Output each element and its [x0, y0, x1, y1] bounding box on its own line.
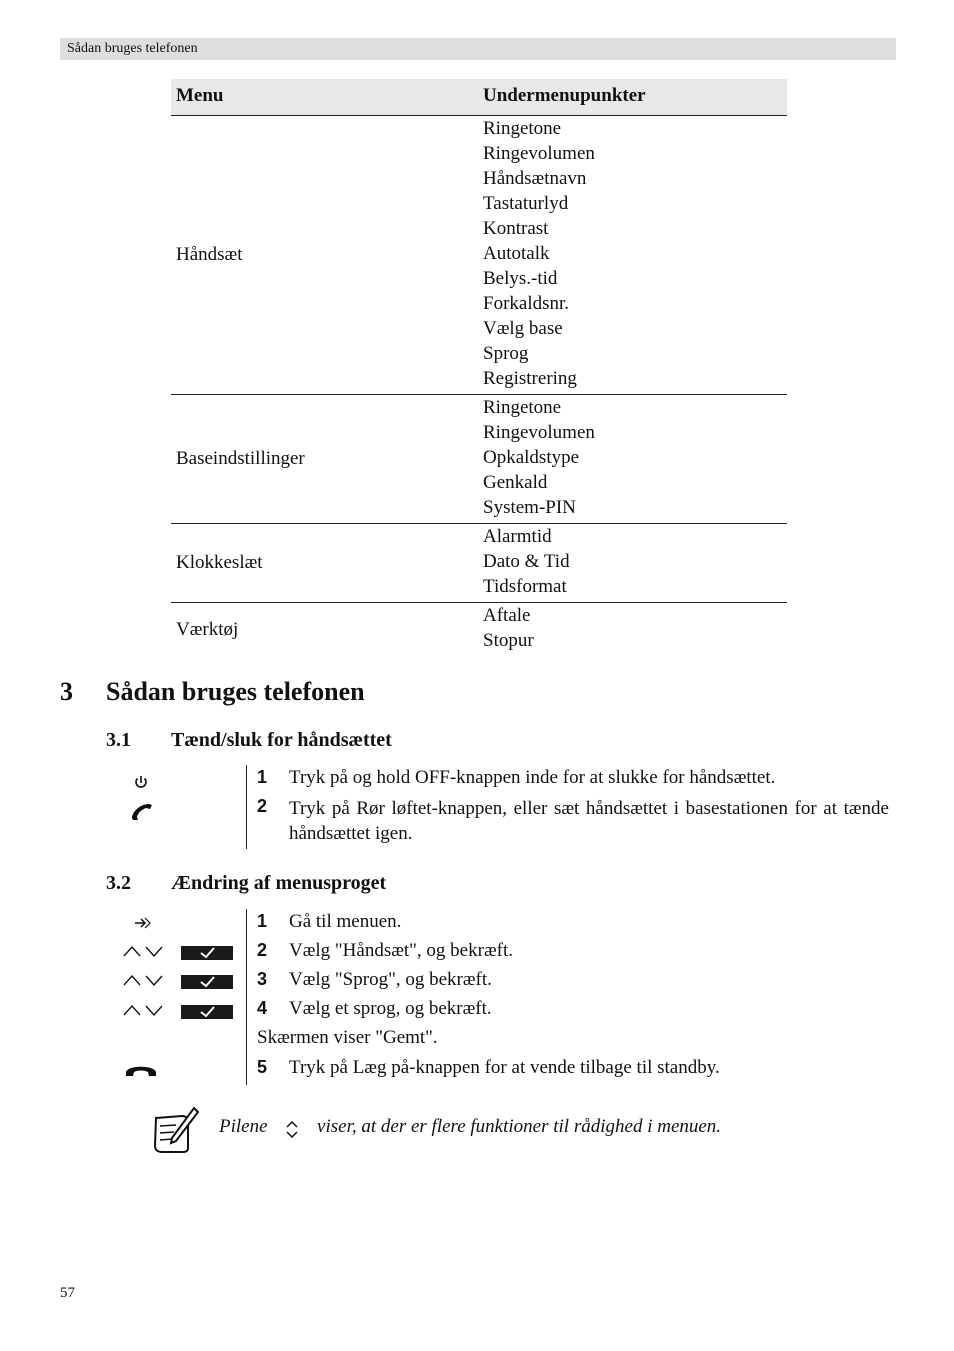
- note-text-before: Pilene: [219, 1116, 268, 1137]
- up-down-arrows-icon: [122, 943, 164, 959]
- check-softkey-icon: [181, 1005, 233, 1019]
- subsection-title: Ændring af menusproget: [171, 872, 387, 894]
- menu-enter-icon: [133, 914, 153, 932]
- submenu-item: Dato & Tid: [483, 551, 570, 572]
- submenu-item: System-PIN: [483, 497, 576, 518]
- submenu-cell: [483, 116, 787, 394]
- note-text: [219, 1116, 721, 1138]
- up-down-arrows-icon: [122, 1002, 164, 1018]
- subsection-heading: [106, 872, 386, 895]
- step-text: Gå til menuen.: [289, 911, 402, 932]
- step-text: Tryk på og hold OFF-knappen inde for at slukke for håndsættet.: [289, 767, 776, 788]
- col-header-menu: Menu: [176, 85, 224, 106]
- check-softkey-icon: [181, 946, 233, 960]
- status-text: Skærmen viser "Gemt".: [257, 1027, 438, 1048]
- submenu-item: Forkaldsnr.: [483, 293, 570, 314]
- power-icon: [133, 773, 149, 791]
- submenu-item: Tastaturlyd: [483, 193, 569, 214]
- step-number: 5: [257, 1057, 268, 1077]
- running-header: [60, 38, 896, 60]
- table-row: [171, 395, 787, 524]
- submenu-item: Tidsformat: [483, 576, 567, 597]
- table-row: [171, 116, 787, 395]
- submenu-item: Ringetone: [483, 118, 562, 139]
- menu-table: [171, 79, 787, 656]
- step-text: Tryk på Læg på-knappen for at vende tilbage til standby.: [289, 1057, 720, 1078]
- up-down-arrows-icon: [122, 972, 164, 988]
- steps-3-1: [246, 765, 889, 849]
- col-header-submenu: Undermenupunkter: [483, 85, 646, 106]
- step-text: Vælg "Håndsæt", og bekræft.: [289, 940, 513, 961]
- submenu-cell: [483, 603, 787, 656]
- step-number: 2: [257, 796, 268, 816]
- phone-pickup-icon: [129, 801, 155, 821]
- submenu-item: Vælg base: [483, 318, 563, 339]
- submenu-item: Registrering: [483, 368, 577, 389]
- subsection-number: 3.1: [106, 729, 131, 751]
- submenu-item: Autotalk: [483, 243, 550, 264]
- submenu-item: Alarmtid: [483, 526, 552, 547]
- check-softkey-icon: [181, 975, 233, 989]
- menu-cell: Baseindstillinger: [176, 448, 305, 469]
- step-text: Tryk på Rør løftet-knappen, eller sæt håndsættet i basestationen for at tænde håndsættet igen.: [289, 798, 889, 844]
- submenu-item: Håndsætnavn: [483, 168, 587, 189]
- header-title: Sådan bruges telefonen: [67, 41, 198, 56]
- hang-up-icon: [124, 1062, 158, 1078]
- table-row: [171, 603, 787, 656]
- step-number: 4: [257, 998, 268, 1018]
- submenu-cell: [483, 395, 787, 523]
- step-number: 3: [257, 969, 268, 989]
- submenu-item: Sprog: [483, 343, 529, 364]
- table-header: [171, 79, 787, 116]
- menu-cell: Værktøj: [176, 618, 239, 640]
- menu-cell: Klokkeslæt: [176, 552, 263, 573]
- steps-3-2: [246, 909, 720, 1085]
- submenu-item: Ringevolumen: [483, 422, 595, 443]
- section-number: 3: [60, 677, 73, 706]
- submenu-item: Kontrast: [483, 218, 549, 239]
- step-text: Vælg "Sprog", og bekræft.: [289, 969, 492, 990]
- submenu-cell: [483, 524, 787, 602]
- submenu-item: Belys.-tid: [483, 268, 558, 289]
- submenu-item: Ringetone: [483, 397, 562, 418]
- table-row: [171, 524, 787, 603]
- submenu-item: Stopur: [483, 630, 534, 651]
- subsection-title: Tænd/sluk for håndsættet: [171, 729, 392, 751]
- section-heading: [60, 677, 365, 707]
- note-text-after: viser, at der er flere funktioner til rådighed i menuen.: [317, 1116, 722, 1137]
- step-text: Vælg et sprog, og bekræft.: [289, 998, 492, 1019]
- submenu-item: Ringevolumen: [483, 143, 595, 164]
- step-number: 1: [257, 767, 268, 787]
- submenu-item: Aftale: [483, 605, 531, 626]
- submenu-item: Opkaldstype: [483, 447, 580, 468]
- submenu-item: Genkald: [483, 472, 548, 493]
- subsection-heading: [106, 729, 392, 752]
- page-number: 57: [60, 1285, 75, 1301]
- step-number: 1: [257, 911, 268, 931]
- subsection-number: 3.2: [106, 872, 131, 894]
- section-title: Sådan bruges telefonen: [106, 677, 365, 706]
- note-pencil-icon: [150, 1104, 200, 1156]
- menu-cell: Håndsæt: [176, 244, 243, 265]
- step-number: 2: [257, 940, 268, 960]
